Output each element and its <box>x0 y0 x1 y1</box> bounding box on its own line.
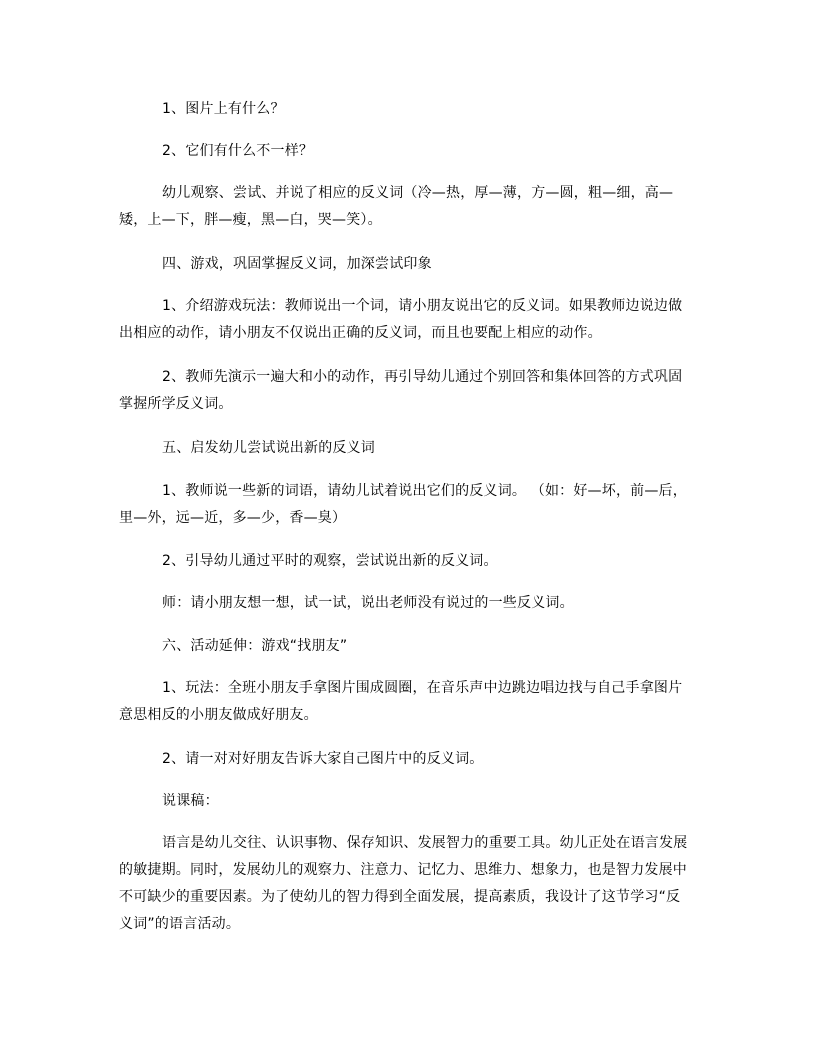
paragraph-play-method: 1、玩法：全班小朋友手拿图片围成圆圈，在音乐声中边跳边唱边找与自己手拿图片意思相反的小朋友做成好朋友。 <box>119 680 683 723</box>
paragraph-new-words: 1、教师说一些新的词语，请幼儿试着说出它们的反义词。 （如：好—坏，前—后，里—外，远—近，多—少，香—臭） <box>119 483 687 526</box>
section-heading-5: 五、启发幼儿尝试说出新的反义词 <box>162 440 375 456</box>
paragraph-question-1: 1、图片上有什么？ <box>162 101 285 117</box>
paragraph-teacher: 师：请小朋友想一想，试一试，说出老师没有说过的一些反义词。 <box>162 595 574 611</box>
paragraph-observation: 幼儿观察、尝试、并说了相应的反义词（冷—热，厚—薄，方—圆，粗—细，高—矮，上—下，胖—瘦，黑—白，哭—笑）。 <box>119 185 674 228</box>
section-heading-4: 四、游戏，巩固掌握反义词，加深尝试印象 <box>162 256 432 272</box>
section-heading-6: 六、活动延伸：游戏“找朋友” <box>162 638 348 654</box>
paragraph-guide: 2、引导幼儿通过平时的观察，尝试说出新的反义词。 <box>162 553 498 569</box>
paragraph-lecture-body: 语言是幼儿交往、认识事物、保存知识、发展智力的重要工具。幼儿正处在语言发展的敏捷期。同时，发展幼儿的观察力、注意力、记忆力、思维力、想象力，也是智力发展中不可缺少的重要因素。为了使幼儿的智力得到全面发展，提高素质，我设计了这节学习“反义词”的语言活动。 <box>119 835 688 932</box>
paragraph-question-2: 2、它们有什么不一样？ <box>162 143 314 159</box>
paragraph-demo: 2、教师先演示一遍大和小的动作，再引导幼儿通过个别回答和集体回答的方式巩固掌握所学反义词。 <box>119 369 683 412</box>
paragraph-pairs: 2、请一对对好朋友告诉大家自己图片中的反义词。 <box>162 751 484 767</box>
paragraph-game-rules: 1、介绍游戏玩法：教师说出一个词，请小朋友说出它的反义词。如果教师边说边做出相应的动作，请小朋友不仅说出正确的反义词，而且也要配上相应的动作。 <box>119 298 683 341</box>
section-heading-lecture: 说课稿： <box>162 793 219 809</box>
